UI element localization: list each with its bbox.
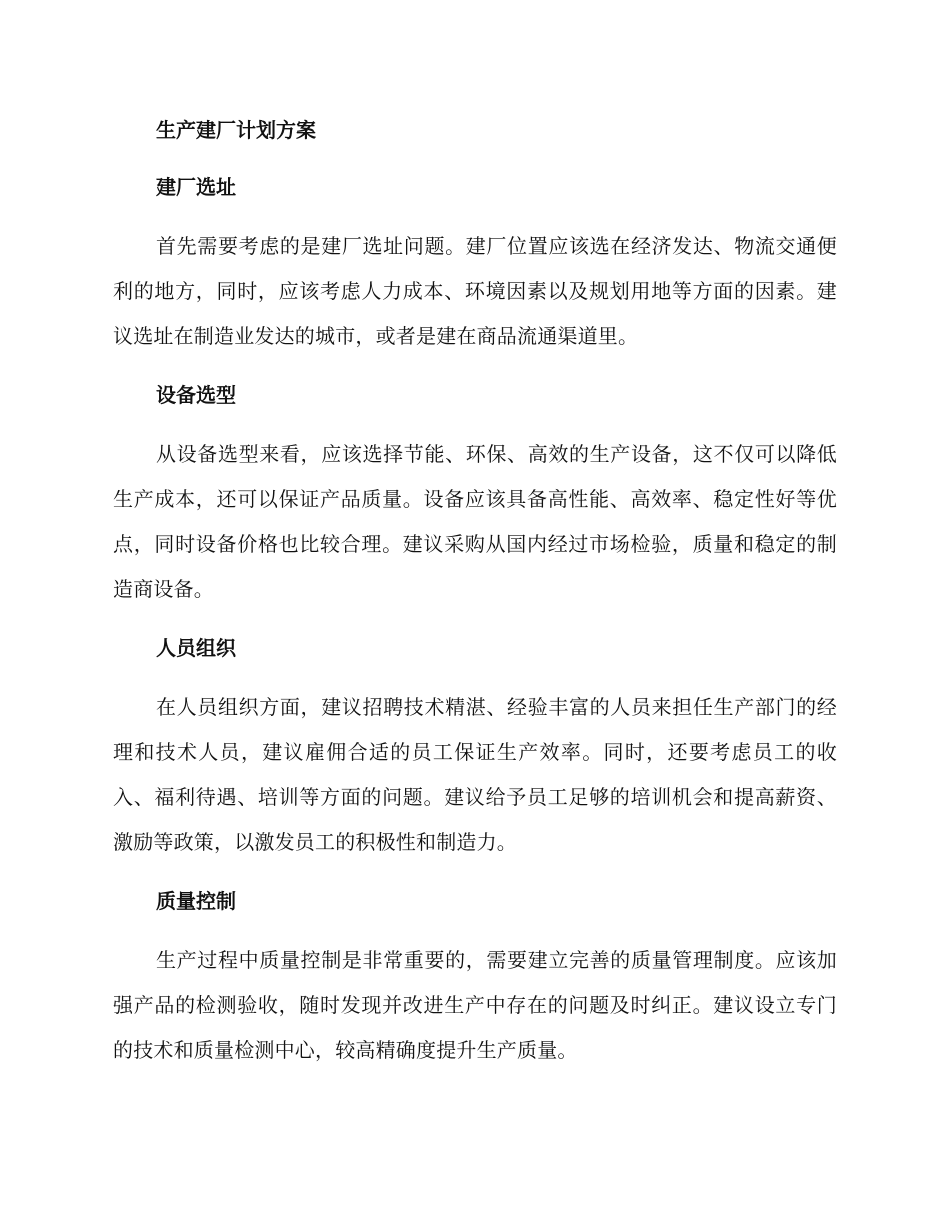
section-heading-staffing: 人员组织 (156, 636, 236, 660)
section-heading-site-selection: 建厂选址 (156, 175, 236, 199)
document-title: 生产建厂计划方案 (156, 118, 316, 142)
section-body-staffing: 在人员组织方面，建议招聘技术精湛、经验丰富的人员来担任生产部门的经理和技术人员，建议雇佣合适的员工保证生产效率。同时，还要考虑员工的收入、福利待遇、培训等方面的问题。建议给予员工足够的培训机会和提高薪资、激励等政策，以激发员工的积极性和制造力。 (113, 695, 837, 854)
section-body-quality-control: 生产过程中质量控制是非常重要的，需要建立完善的质量管理制度。应该加强产品的检测验收，随时发现并改进生产中存在的问题及时纠正。建议设立专门的技术和质量检测中心，较高精确度提升生产质量。 (113, 948, 837, 1062)
section-body-equipment: 从设备选型来看，应该选择节能、环保、高效的生产设备，这不仅可以降低生产成本，还可以保证产品质量。设备应该具备高性能、高效率、稳定性好等优点，同时设备价格也比较合理。建议采购从国内经过市场检验，质量和稳定的制造商设备。 (113, 442, 837, 601)
section-body-site-selection: 首先需要考虑的是建厂选址问题。建厂位置应该选在经济发达、物流交通便利的地方，同时，应该考虑人力成本、环境因素以及规划用地等方面的因素。建议选址在制造业发达的城市，或者是建在商品流通渠道里。 (113, 234, 837, 348)
document-content (113, 110, 837, 1089)
section-heading-equipment: 设备选型 (156, 383, 236, 407)
section-heading-quality-control: 质量控制 (156, 889, 236, 913)
